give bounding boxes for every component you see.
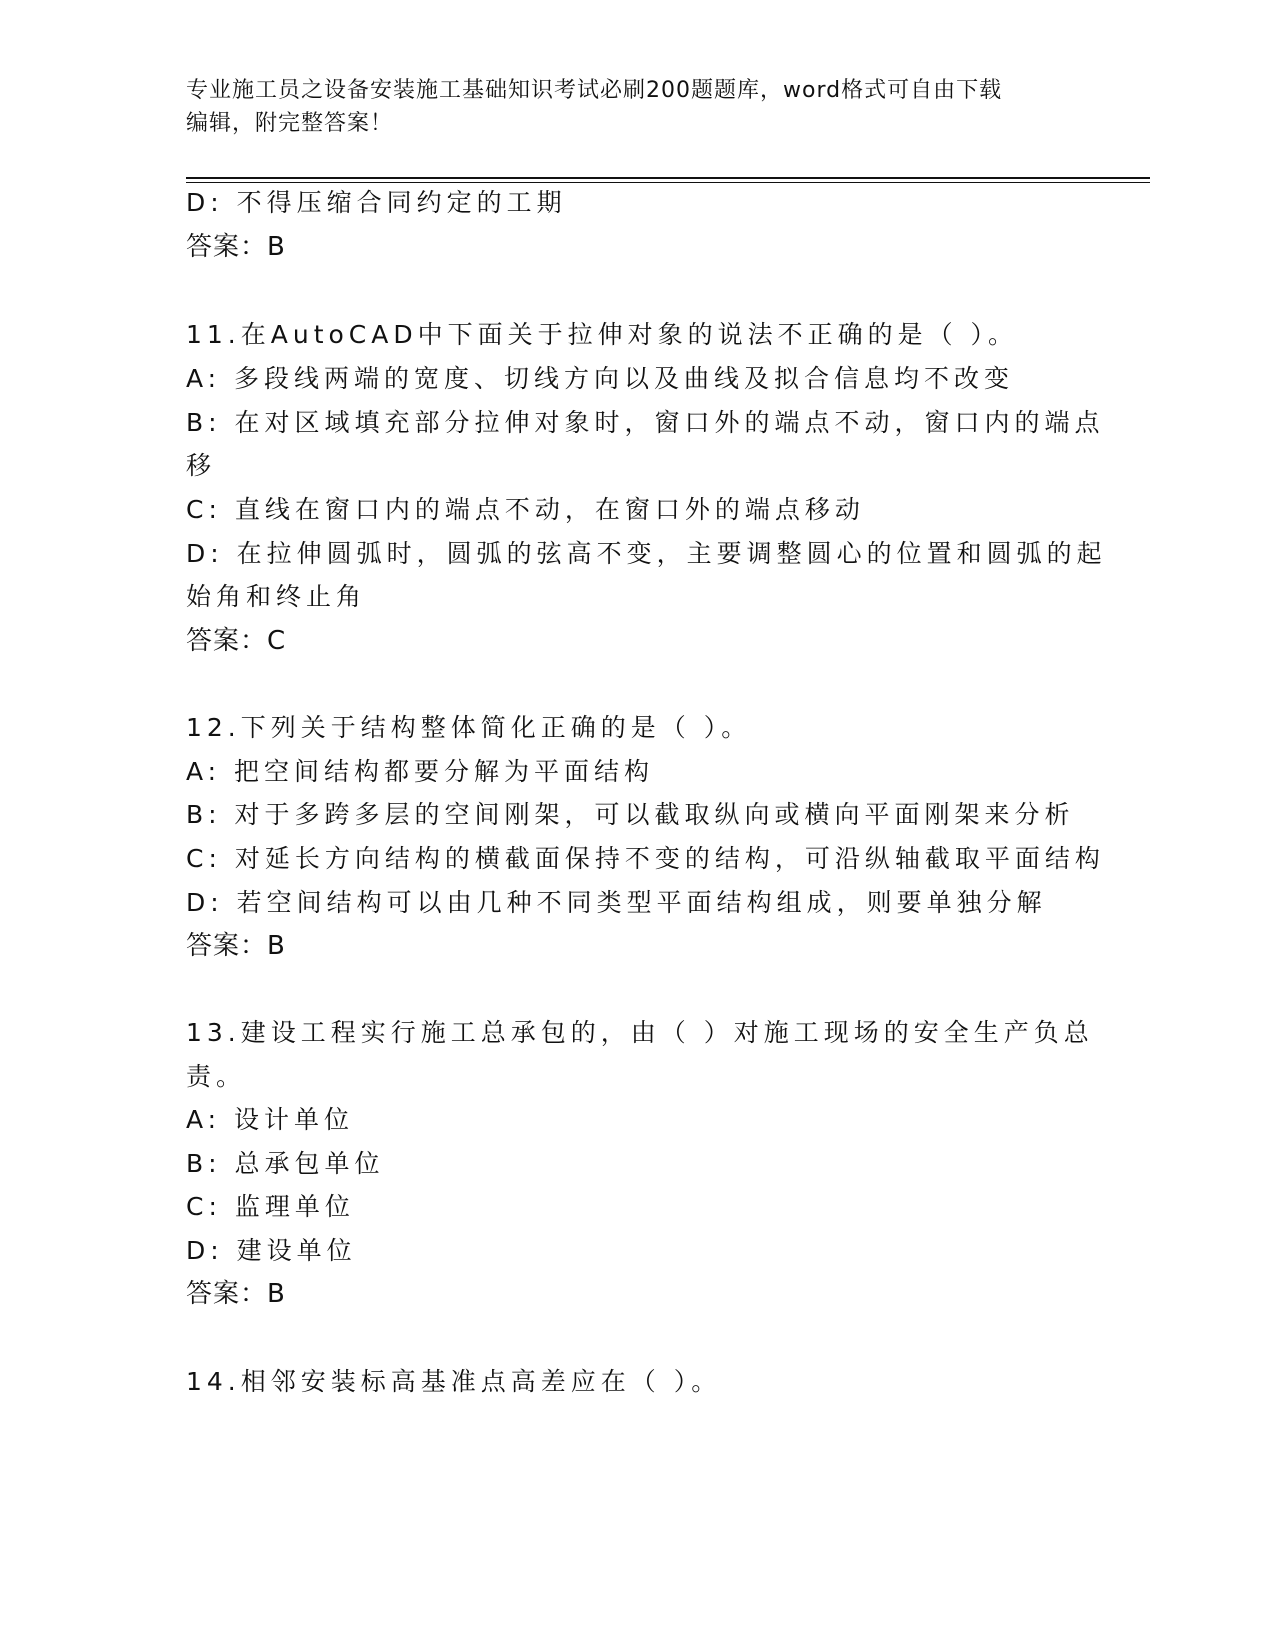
q13-answer: 答案：B [186,1279,286,1309]
header-title-line-1: 专业施工员之设备安装施工基础知识考试必刷200题题库，word格式可自由下载 [186,78,1003,103]
q11-option-a: A: 多段线两端的宽度、切线方向以及曲线及拟合信息均不改变 [186,364,1015,393]
q13-option-d: D: 建设单位 [186,1236,357,1265]
q11-option-d-line-1: D: 在拉伸圆弧时，圆弧的弦高不变，主要调整圆心的位置和圆弧的起 [186,539,1107,568]
header-divider-thick [186,177,1150,179]
q11-answer: 答案：C [186,626,287,656]
q14-stem: 14.相邻安装标高基准点高差应在（ ）。 [186,1367,722,1396]
q13-stem-line-2: 责。 [186,1062,247,1091]
q13-stem-line-1: 13.建设工程实行施工总承包的，由（ ）对施工现场的安全生产负总 [186,1018,1094,1047]
q12-option-b: B: 对于多跨多层的空间刚架，可以截取纵向或横向平面刚架来分析 [186,800,1075,829]
q11-stem: 11.在AutoCAD中下面关于拉伸对象的说法不正确的是（ ）。 [186,320,1019,349]
header-title-line-2: 编辑，附完整答案！ [186,111,394,136]
q13-option-c: C: 监理单位 [186,1192,355,1221]
header-divider-thin [186,182,1150,183]
q12-answer: 答案：B [186,931,286,961]
q11-option-b-line-2: 移 [186,451,217,480]
prev-option-d: D: 不得压缩合同约定的工期 [186,188,567,217]
q13-option-a: A: 设计单位 [186,1105,355,1134]
q11-option-d-line-2: 始角和终止角 [186,582,367,611]
q12-option-a: A: 把空间结构都要分解为平面结构 [186,757,655,786]
q11-option-c: C: 直线在窗口内的端点不动，在窗口外的端点移动 [186,495,865,524]
prev-answer: 答案：B [186,232,286,262]
document-header [186,74,1066,140]
q12-option-d: D: 若空间结构可以由几种不同类型平面结构组成，则要单独分解 [186,888,1047,917]
q13-option-b: B: 总承包单位 [186,1149,385,1178]
q11-option-b-line-1: B: 在对区域填充部分拉伸对象时，窗口外的端点不动，窗口内的端点 [186,408,1105,437]
q12-option-c: C: 对延长方向结构的横截面保持不变的结构，可沿纵轴截取平面结构 [186,844,1105,873]
q12-stem: 12.下列关于结构整体简化正确的是（ ）。 [186,713,752,742]
